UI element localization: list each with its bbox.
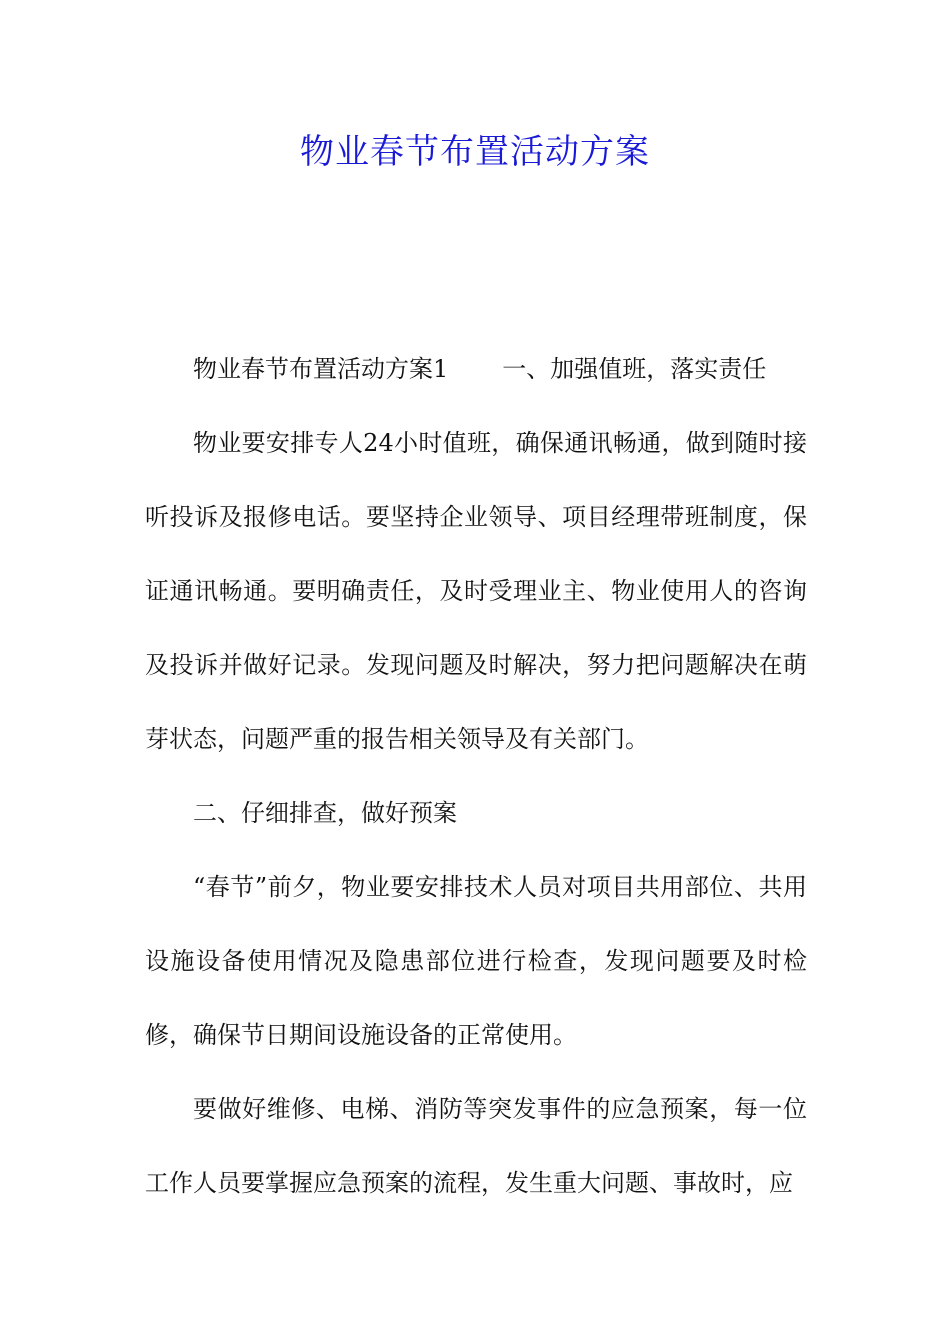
plan-number-label: 物业春节布置活动方案1 (193, 355, 449, 383)
document-title: 物业春节布置活动方案 (300, 132, 650, 172)
section-heading-2: 二、仔细排查，做好预案 (193, 799, 457, 827)
paragraph-inspection: “春节”前夕，物业要安排技术人员对项目共用部位、共用设施设备使用情况及隐患部位进行检查，发现问题要及时检修，确保节日期间设施设备的正常使用。 (145, 873, 807, 1049)
document-body (145, 332, 807, 1220)
paragraph-section-1-heading (145, 332, 807, 406)
paragraph-emergency-plan: 要做好维修、电梯、消防等突发事件的应急预案，每一位工作人员要掌握应急预案的流程，发生重大问题、事故时，应 (145, 1095, 807, 1197)
paragraph-duty: 物业要安排专人24小时值班，确保通讯畅通，做到随时接听投诉及报修电话。要坚持企业领导、项目经理带班制度，保证通讯畅通。要明确责任，及时受理业主、物业使用人的咨询及投诉并做好记录。发现问题及时解决，努力把问题解决在萌芽状态，问题严重的报告相关领导及有关部门。 (145, 429, 807, 753)
section-heading-1: 一、加强值班，落实责任 (502, 355, 767, 383)
